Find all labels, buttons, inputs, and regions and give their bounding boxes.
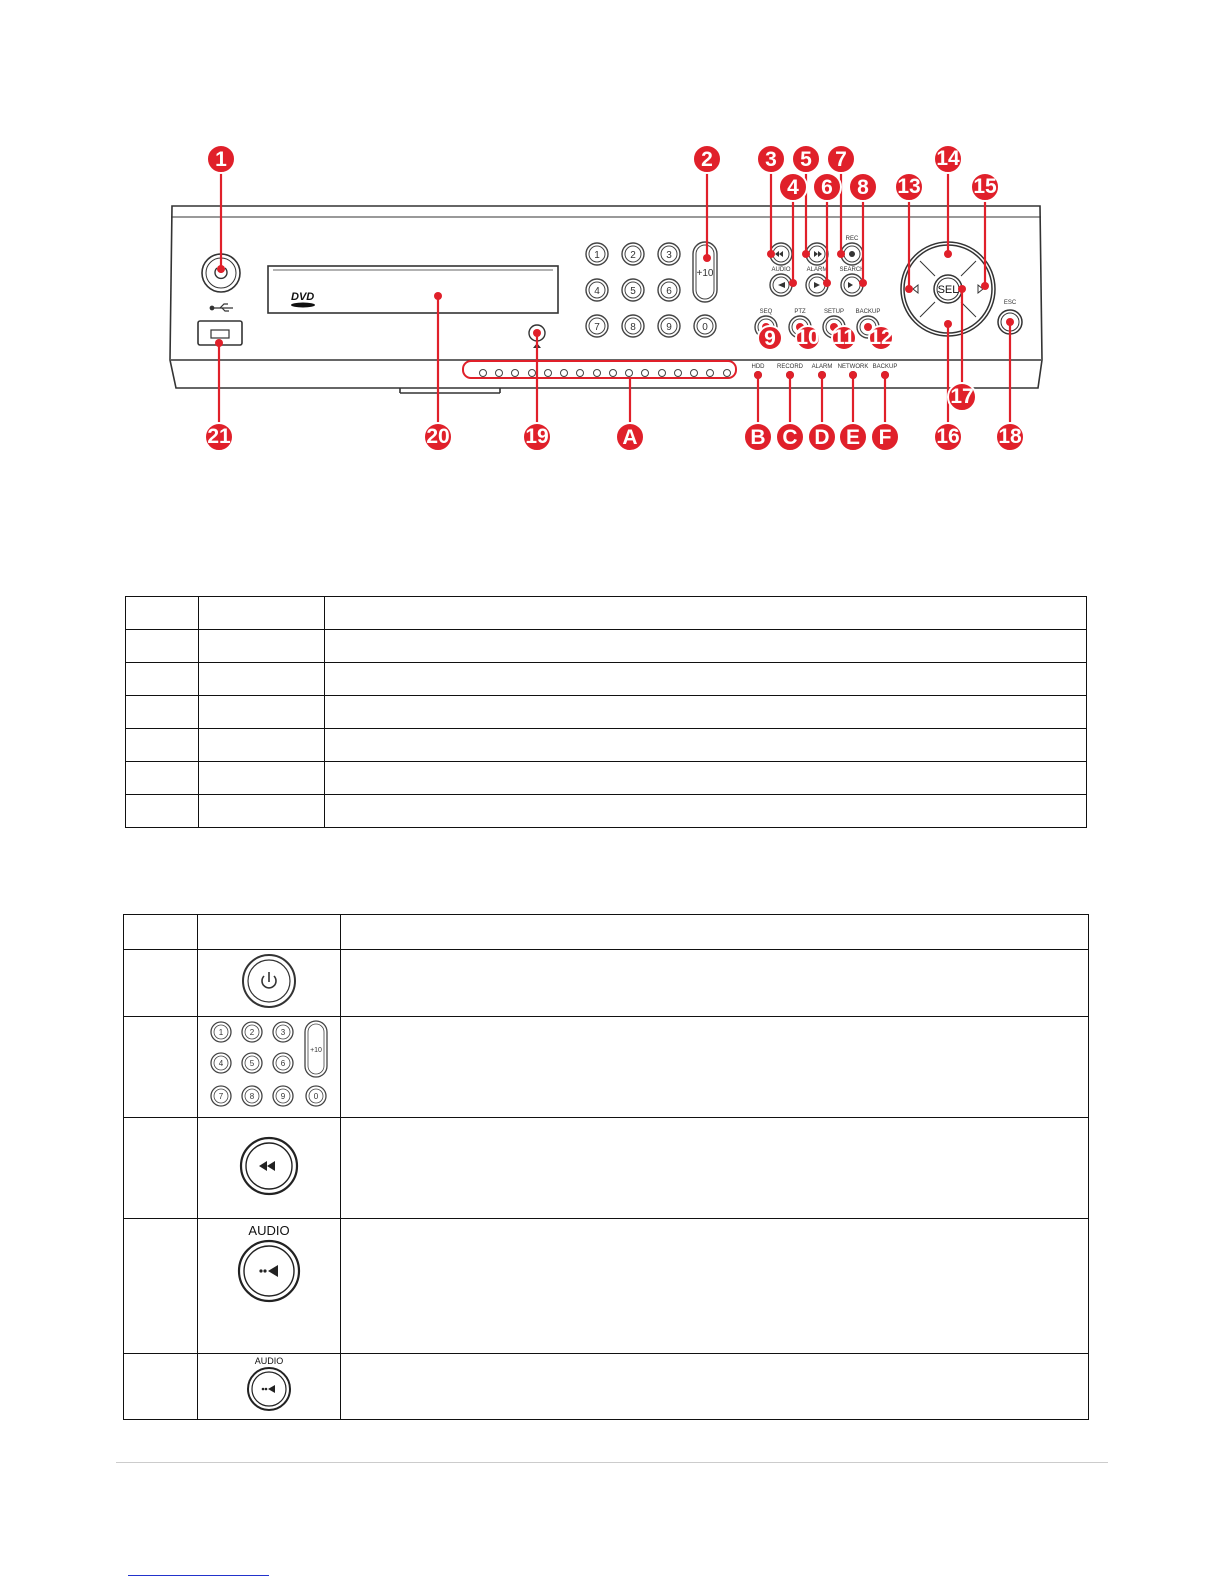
svg-text:7: 7	[218, 1091, 224, 1101]
callout-7	[827, 145, 855, 173]
svg-text:2: 2	[630, 250, 636, 261]
key-1	[211, 1022, 231, 1042]
callout-16	[934, 423, 962, 451]
number-keypad	[586, 242, 717, 337]
table-row	[124, 1354, 1089, 1420]
button-description-table	[123, 914, 1089, 1420]
callout-19	[523, 423, 551, 451]
svg-text:19: 19	[525, 425, 549, 448]
svg-text:6: 6	[821, 176, 833, 199]
callout-C	[776, 423, 804, 451]
table-row	[126, 795, 1087, 828]
svg-text:A: A	[622, 426, 638, 449]
svg-text:20: 20	[426, 425, 450, 448]
svg-text:0: 0	[702, 322, 708, 333]
svg-text:13: 13	[897, 175, 921, 198]
svg-text:BACKUP: BACKUP	[872, 364, 898, 370]
svg-text:15: 15	[973, 175, 997, 198]
callout-3	[757, 145, 785, 173]
key-6[interactable]	[658, 279, 680, 301]
svg-text:0: 0	[313, 1091, 319, 1101]
svg-text:9: 9	[666, 322, 672, 333]
callout-4	[779, 173, 807, 201]
svg-text:E: E	[845, 426, 861, 449]
svg-text:C: C	[782, 426, 798, 449]
callouts-bottom	[205, 423, 1024, 451]
audio-button-small-illustration	[243, 1354, 295, 1414]
svg-text:BACKUP: BACKUP	[855, 309, 881, 315]
callout-14	[934, 145, 962, 173]
svg-text:5: 5	[630, 286, 636, 297]
callout-1	[207, 145, 235, 173]
callout-11	[832, 326, 856, 350]
key-4[interactable]	[586, 279, 608, 301]
svg-text:4: 4	[594, 286, 600, 297]
svg-text:AUDIO: AUDIO	[254, 1356, 284, 1366]
callouts-top	[207, 145, 999, 201]
svg-text:SEL: SEL	[937, 284, 959, 296]
table-row	[126, 663, 1087, 696]
key-8	[242, 1086, 262, 1106]
svg-text:SEQ: SEQ	[759, 309, 773, 315]
callout-6	[813, 173, 841, 201]
callout-8	[849, 173, 877, 201]
table-row	[126, 597, 1087, 630]
svg-text:18: 18	[998, 425, 1022, 448]
key-2[interactable]	[622, 243, 644, 265]
svg-text:1: 1	[218, 1027, 224, 1037]
callout-F	[871, 423, 899, 451]
audio-button-illustration	[234, 1221, 304, 1311]
svg-text:F: F	[878, 426, 892, 449]
svg-text:AUDIO: AUDIO	[771, 267, 791, 273]
svg-text:11: 11	[832, 326, 856, 349]
table-row	[124, 1017, 1089, 1118]
svg-text:SETUP: SETUP	[823, 309, 845, 315]
svg-text:DVD: DVD	[291, 291, 315, 303]
svg-text:3: 3	[666, 250, 672, 261]
led-description-table	[125, 596, 1087, 828]
key-plus10	[305, 1021, 327, 1077]
table-row	[124, 1219, 1089, 1354]
svg-text:8: 8	[630, 322, 636, 333]
key-5[interactable]	[622, 279, 644, 301]
rewind-button-illustration	[238, 1135, 300, 1197]
key-3[interactable]	[658, 243, 680, 265]
svg-text:16: 16	[936, 425, 960, 448]
key-plus10[interactable]	[693, 242, 717, 302]
svg-text:17: 17	[950, 385, 974, 408]
svg-text:7: 7	[594, 322, 600, 333]
usb-icon	[210, 304, 233, 311]
svg-text:+10: +10	[696, 268, 714, 279]
svg-text:12: 12	[869, 326, 893, 349]
svg-text:4: 4	[787, 176, 799, 199]
table-row	[124, 915, 1089, 950]
svg-text:8: 8	[857, 176, 869, 199]
svg-text:REC: REC	[845, 236, 859, 242]
svg-text:5: 5	[800, 148, 812, 171]
svg-text:2: 2	[701, 148, 713, 171]
svg-text:RECORD: RECORD	[776, 364, 804, 370]
key-3	[273, 1022, 293, 1042]
svg-text:ESC: ESC	[1003, 300, 1017, 306]
svg-text:ALARM: ALARM	[811, 364, 833, 370]
key-2	[242, 1022, 262, 1042]
svg-text:10: 10	[796, 326, 820, 349]
svg-text:6: 6	[666, 286, 672, 297]
channel-leds	[463, 361, 736, 378]
callout-D	[808, 423, 836, 451]
svg-text:9: 9	[280, 1091, 286, 1101]
table-row	[126, 696, 1087, 729]
callout-E	[839, 423, 867, 451]
svg-text:3: 3	[280, 1027, 286, 1037]
front-panel-diagram	[0, 0, 1225, 470]
svg-text:6: 6	[280, 1058, 286, 1068]
power-button-illustration	[239, 951, 299, 1011]
callout-13	[895, 173, 923, 201]
svg-text:D: D	[814, 426, 830, 449]
svg-text:8: 8	[249, 1091, 255, 1101]
svg-text:3: 3	[765, 148, 777, 171]
svg-text:B: B	[750, 426, 766, 449]
footer-link-underline	[128, 1575, 269, 1576]
sel-button[interactable]	[934, 275, 962, 303]
callout-2	[693, 145, 721, 173]
callout-21	[205, 423, 233, 451]
callout-9	[758, 326, 782, 350]
svg-text:4: 4	[218, 1058, 224, 1068]
key-5	[242, 1053, 262, 1073]
svg-text:9: 9	[764, 327, 776, 350]
callout-18	[996, 423, 1024, 451]
key-6	[273, 1053, 293, 1073]
callout-10	[796, 326, 820, 350]
svg-text:NETWORK: NETWORK	[837, 364, 869, 370]
svg-text:SEARCH: SEARCH	[839, 267, 865, 273]
svg-text:1: 1	[594, 250, 600, 261]
svg-text:14: 14	[936, 147, 960, 170]
table-row	[124, 1118, 1089, 1219]
key-9	[273, 1086, 293, 1106]
table-row	[126, 729, 1087, 762]
svg-text:PTZ: PTZ	[794, 309, 806, 315]
callout-12	[869, 326, 893, 350]
key-7	[211, 1086, 231, 1106]
table-row	[126, 762, 1087, 795]
audio-button[interactable]	[770, 274, 792, 296]
table-row	[124, 950, 1089, 1017]
key-8[interactable]	[622, 315, 644, 337]
key-1[interactable]	[586, 243, 608, 265]
callout-20	[424, 423, 452, 451]
key-4	[211, 1053, 231, 1073]
svg-text:AUDIO: AUDIO	[248, 1223, 290, 1238]
key-9[interactable]	[658, 315, 680, 337]
footer-divider	[116, 1462, 1108, 1463]
key-7[interactable]	[586, 315, 608, 337]
key-0	[306, 1086, 326, 1106]
svg-text:+10: +10	[310, 1046, 322, 1054]
svg-text:1: 1	[215, 148, 227, 171]
dvd-logo	[291, 291, 315, 308]
callout-5	[792, 145, 820, 173]
key-0[interactable]	[694, 315, 716, 337]
callout-17	[948, 383, 976, 411]
svg-text:HDD: HDD	[751, 364, 765, 370]
table-row	[126, 630, 1087, 663]
svg-text:21: 21	[207, 425, 231, 448]
svg-text:5: 5	[249, 1058, 255, 1068]
callout-15	[971, 173, 999, 201]
keypad-illustration	[209, 1018, 329, 1112]
callout-B	[744, 423, 772, 451]
callout-A	[616, 423, 644, 451]
svg-text:7: 7	[835, 148, 847, 171]
svg-text:ALARM: ALARM	[806, 267, 828, 273]
svg-text:2: 2	[249, 1027, 255, 1037]
